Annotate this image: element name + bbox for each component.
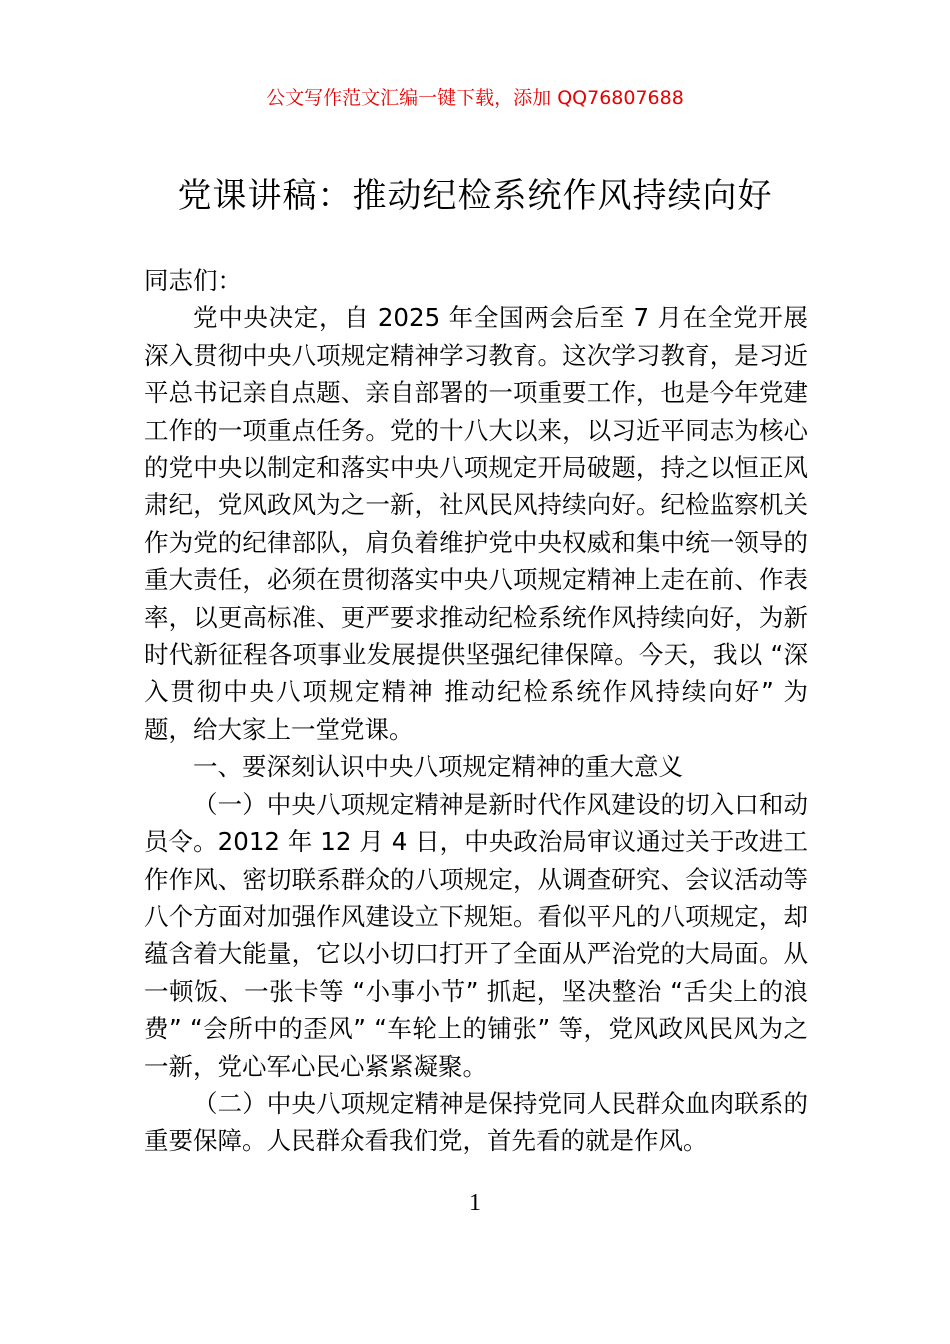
document-title: 党课讲稿：推动纪检系统作风持续向好 <box>177 176 773 216</box>
page-number: 1 <box>469 1190 481 1216</box>
paragraph-subsection-1: （一）中央八项规定精神是新时代作风建设的切入口和动员令。2012 年 12 月 4 日，中央政治局审议通过关于改进工作作风、密切联系群众的八项规定，从调查研究、会议活动等八个方面对加强作风建设立下规矩。看似平凡的八项规定，却蕴含着大能量，它以小切口打开了全面从严治党的大局面。从一顿饭、一张卡等 “小事小节” 抓起，坚决整治 “舌尖上的浪费” “会所中的歪风” “车轮上的铺张” 等，党风政风民风为之一新，党心军心民心紧紧凝聚。 <box>144 789 808 1081</box>
paragraph-subsection-2: （二）中央八项规定精神是保持党同人民群众血肉联系的重要保障。人民群众看我们党，首先看的就是作风。 <box>144 1088 808 1156</box>
salutation: 同志们： <box>144 266 242 295</box>
paragraph-intro: 党中央决定，自 2025 年全国两会后至 7 月在全党开展深入贯彻中央八项规定精神学习教育。这次学习教育，是习近平总书记亲自点题、亲自部署的一项重要工作，也是今年党建工作的一项重点任务。党的十八大以来，以习近平同志为核心的党中央以制定和落实中央八项规定开局破题，持之以恒正风肃纪，党风政风为之一新，社风民风持续向好。纪检监察机关作为党的纪律部队，肩负着维护党中央权威和集中统一领导的重大责任，必须在贯彻落实中央八项规定精神上走在前、作表率，以更高标准、更严要求推动纪检系统作风持续向好，为新时代新征程各项事业发展提供坚强纪律保障。今天，我以 “深入贯彻中央八项规定精神 推动纪检系统作风持续向好” 为题，给大家上一堂党课。 <box>144 303 808 744</box>
header-banner: 公文写作范文汇编一键下载，添加 QQ76807688 <box>266 87 684 109</box>
section-heading-1: 一、要深刻认识中央八项规定精神的重大意义 <box>193 752 683 782</box>
document-body <box>144 262 808 1160</box>
